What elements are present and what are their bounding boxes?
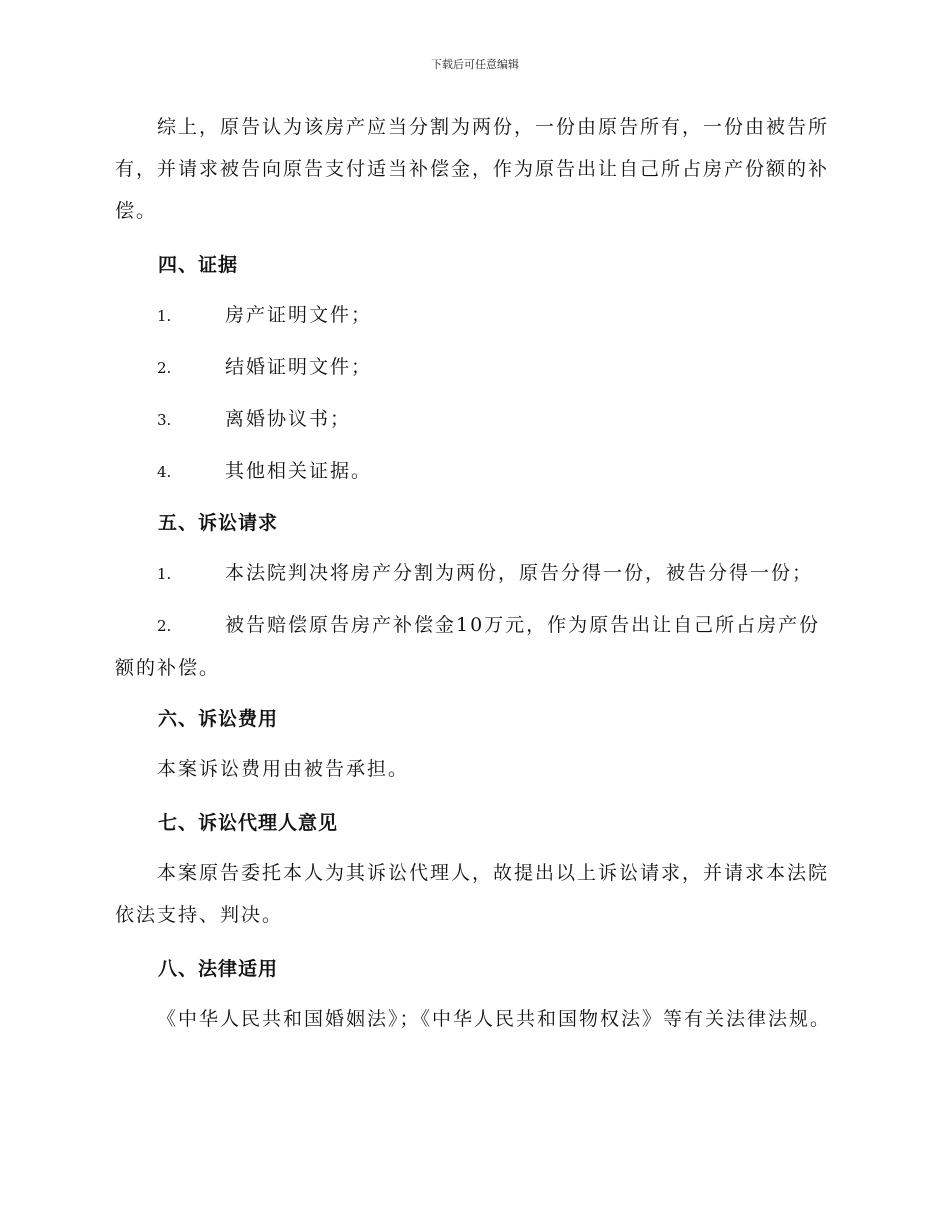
list-number: 1. bbox=[157, 565, 172, 583]
list-number: 2. bbox=[157, 359, 172, 377]
list-item bbox=[115, 346, 833, 389]
list-text: 被告赔偿原告房产补偿金10万元，作为原告出让自己所占房产份额的补偿。 bbox=[115, 614, 821, 679]
summary-paragraph: 综上，原告认为该房产应当分割为两份，一份由原告所有，一份由被告所有，并请求被告向原告支付适当补偿金，作为原告出让自己所占房产份额的补偿。 bbox=[115, 116, 830, 222]
agent-paragraph: 本案原告委托本人为其诉讼代理人，故提出以上诉讼请求，并请求本法院依法支持、判决。 bbox=[115, 862, 830, 926]
list-number: 1. bbox=[157, 307, 172, 325]
list-item bbox=[115, 604, 833, 689]
section-title-fees: 六、诉讼费用 bbox=[158, 708, 279, 730]
fees-paragraph: 本案诉讼费用由被告承担。 bbox=[157, 758, 410, 780]
law-paragraph: 《中华人民共和国婚姻法》；《中华人民共和国物权法》等有关法律法规。 bbox=[157, 1008, 832, 1030]
list-number: 3. bbox=[157, 411, 172, 429]
list-item bbox=[115, 552, 833, 595]
list-number: 2. bbox=[157, 617, 172, 635]
section-title-law: 八、法律适用 bbox=[158, 958, 279, 980]
list-text: 结婚证明文件； bbox=[225, 356, 373, 378]
section-title-agent: 七、诉讼代理人意见 bbox=[158, 812, 339, 834]
page-header: 下载后可任意编辑 bbox=[431, 58, 519, 71]
list-text: 离婚协议书； bbox=[225, 408, 352, 430]
section-title-evidence: 四、证据 bbox=[158, 254, 239, 276]
list-text: 其他相关证据。 bbox=[225, 460, 373, 482]
list-number: 4. bbox=[157, 463, 172, 481]
section-title-claims: 五、诉讼请求 bbox=[158, 512, 279, 534]
list-item bbox=[115, 450, 833, 493]
list-text: 本法院判决将房产分割为两份，原告分得一份，被告分得一份； bbox=[225, 562, 814, 584]
list-text: 房产证明文件； bbox=[225, 304, 373, 326]
list-item bbox=[115, 398, 833, 441]
list-item bbox=[115, 294, 833, 337]
